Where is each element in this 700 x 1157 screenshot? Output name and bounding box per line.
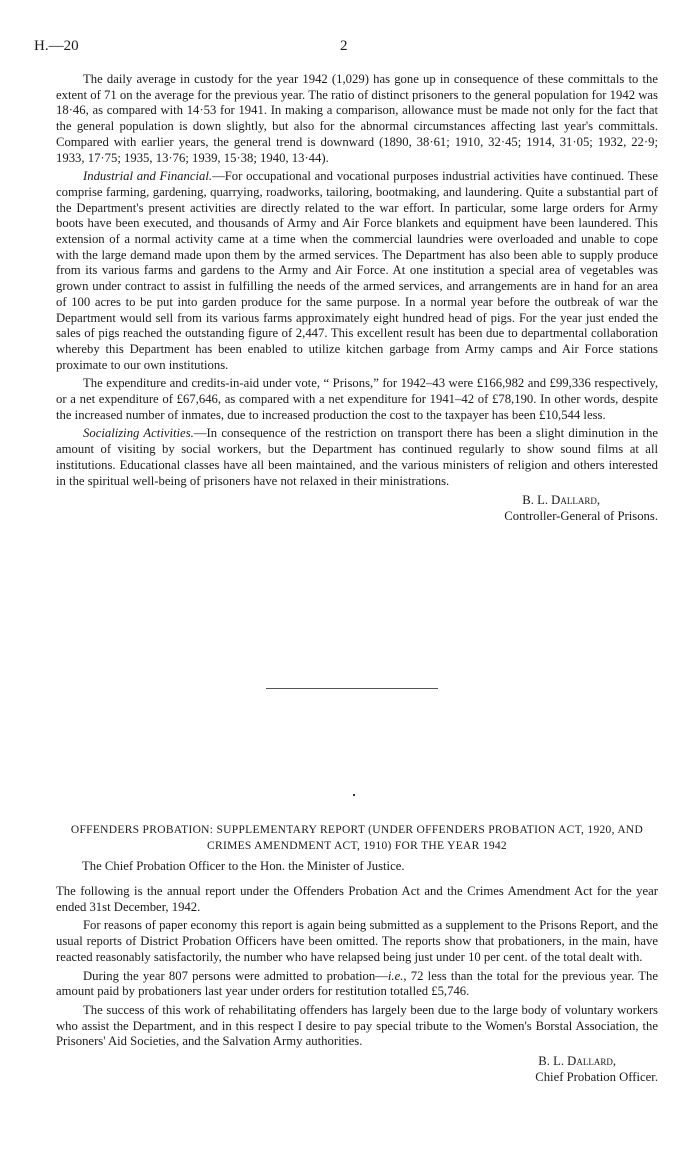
page-number: 2 <box>340 38 348 54</box>
paragraph-admissions-end: 72 less than the total for the previous year. The amount paid by probationers last year under orders for restitution totalled £5,746. <box>56 968 658 999</box>
paragraph-expenditure: The expenditure and credits-in-aid under vote, “ Prisons,” for 1942–43 were £166,982 and £99,336 respectively, or a net expenditure of £67,646, as compared with a net expenditure for 1941–42 of £78,190. In other words, despite the increased number of inmates, due to increased production the cost to the taxpayer has been £10,544 less. <box>56 376 658 422</box>
heading-industrial-financial: Industrial and Financial. <box>83 169 213 184</box>
paragraph-voluntary-workers: The success of this work of rehabilitating offenders has largely been due to the large body of voluntary workers who assist the Department, and in this respect I desire to pay special tribute to the Women's Borstal Association, the Prisoners' Aid Societies, and the Salvation Army authorities. <box>56 1002 658 1049</box>
paragraph-admissions <box>56 969 658 1000</box>
paragraph-daily-average: The daily average in custody for the year 1942 (1,029) has gone up in consequence of these committals to the extent of 71 on the average for the previous year. The ratio of distinct prisoners to the general population for 1942 was 18·46, as compared with 14·53 for 1941. In making a comparison, allowance must be made not only for the fact that the general population is down slightly, but also for the abnormal circumstances affecting last year's committals. Compared with earlier years, the general trend is downward (1890, 38·61; 1910, 32·45; 1914, 31·05; 1932, 22·9; 1933, 17·75; 1935, 13·76; 1939, 15·38; 1940, 13·44). <box>56 72 658 165</box>
page-header <box>34 38 666 58</box>
document-code: H.—20 <box>34 38 79 54</box>
paragraph-socializing <box>56 426 658 489</box>
paragraph-industrial-body: —For occupational and vocational purposes industrial activities have continued. These comprise farming, gardening, quarrying, roadworks, tailoring, bootmaking, and laundering. Quite a substantial part of the Department's present activities are directly related to the war effort. In particular, some large orders for Army boots have been executed, and thousands of Army and Air Force blankets and equipment have been laundered. This extension of a normal activity came at a time when the commercial laundries were overloaded and unable to cope with the large demand made upon them by the armed services. The Department has also been able to supply produce from its various farms and gardens to the Army and Air Force. At one institution a special area of vegetables was grown under contract to assist in fulfilling the needs of the armed services, and arrangements are in hand for an area of 100 acres to be put into garden produce for the same purpose. In a normal year before the outbreak of war the Department would sell from its various farms approximately eight hundred head of pigs. For the year just ended the sales of pigs reached the outstanding figure of 2,447. This excellent result has been due to departmental collaboration whereby this Department has been enabled to utilize kitchen garbage from Army camps and Air Force stations proximate to our own institutions. <box>56 169 659 372</box>
report-address: The Chief Probation Officer to the Hon. the Minister of Justice. <box>82 859 405 873</box>
signature-title-probation: Chief Probation Officer. <box>535 1070 658 1085</box>
abbreviation-ie: i.e., <box>387 968 407 983</box>
signature-name: B. L. Dallard, <box>522 493 600 508</box>
signature-name-probation: B. L. Dallard, <box>538 1054 616 1069</box>
signature-title: Controller-General of Prisons. <box>504 509 658 524</box>
prisons-report-section <box>56 72 658 524</box>
section-divider <box>266 688 438 689</box>
probation-report-title: OFFENDERS PROBATION: SUPPLEMENTARY REPORT (UNDER OFFENDERS PROBATION ACT, 1920, AND CRIMES AMENDMENT ACT, 1910) FOR THE YEAR 1942 <box>70 824 644 852</box>
paragraph-annual-report: The following is the annual report under the Offenders Probation Act and the Crimes Amendment Act for the year ended 31st December, 1942. <box>56 884 658 914</box>
paragraph-paper-economy: For reasons of paper economy this report is again being submitted as a supplement to the Prisons Report, and the usual reports of District Probation Officers have been omitted. The reports show that probationers, in the main, have reacted reasonably satisfactorily, the number who have relapsed being just under 10 per cent. of the total dealt with. <box>56 918 658 964</box>
signature-block-probation <box>56 1053 658 1085</box>
printer-dot <box>353 794 355 796</box>
paragraph-admissions-start: During the year 807 persons were admitted to probation— <box>83 968 388 983</box>
heading-socializing: Socializing Activities. <box>83 426 194 441</box>
paragraph-industrial-financial <box>56 169 658 373</box>
signature-block <box>56 492 658 524</box>
probation-report-section <box>56 884 658 1085</box>
paragraph-socializing-body: —In consequence of the restriction on transport there has been a slight diminution in the amount of visiting by social workers, but the Department has continued regularly to show sound films at all institutions. Educational classes have all been maintained, and the various ministers of religion and others interested in the spiritual well-being of prisoners have not relaxed in their ministrations. <box>56 426 658 488</box>
